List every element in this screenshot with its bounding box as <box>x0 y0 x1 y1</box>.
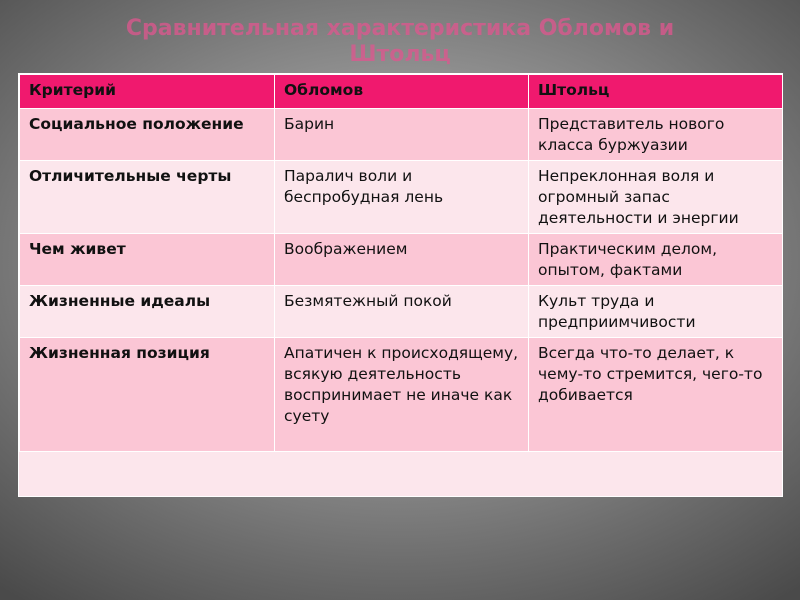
table-header-row <box>20 75 783 109</box>
oblomov-cell: Паралич воли и беспробудная лень <box>275 161 529 234</box>
stolz-cell: Представитель нового класса буржуазии <box>529 109 783 161</box>
criterion-cell: Жизненная позиция <box>20 338 275 452</box>
header-oblomov: Обломов <box>275 75 529 109</box>
header-criterion: Критерий <box>20 75 275 109</box>
criterion-cell: Отличительные черты <box>20 161 275 234</box>
stolz-cell: Всегда что-то делает, к чему-то стремится, чего-то добивается <box>529 338 783 452</box>
stolz-cell: Практическим делом, опытом, фактами <box>529 234 783 286</box>
table-row <box>20 286 783 338</box>
table-row <box>20 338 783 452</box>
oblomov-cell: Безмятежный покой <box>275 286 529 338</box>
slide-title: Сравнительная характеристика Обломов и Штольц <box>125 16 675 67</box>
oblomov-cell: Барин <box>275 109 529 161</box>
criterion-cell: Чем живет <box>20 234 275 286</box>
table-row <box>20 161 783 234</box>
comparison-table-grid <box>19 74 783 452</box>
criterion-cell: Социальное положение <box>20 109 275 161</box>
stolz-cell: Непреклонная воля и огромный запас деятельности и энергии <box>529 161 783 234</box>
oblomov-cell: Воображением <box>275 234 529 286</box>
criterion-cell: Жизненные идеалы <box>20 286 275 338</box>
oblomov-cell: Апатичен к происходящему, всякую деятельность воспринимает не иначе как суету <box>275 338 529 452</box>
stolz-cell: Культ труда и предприимчивости <box>529 286 783 338</box>
comparison-table <box>18 73 783 497</box>
table-row <box>20 109 783 161</box>
header-stolz: Штольц <box>529 75 783 109</box>
table-row <box>20 234 783 286</box>
